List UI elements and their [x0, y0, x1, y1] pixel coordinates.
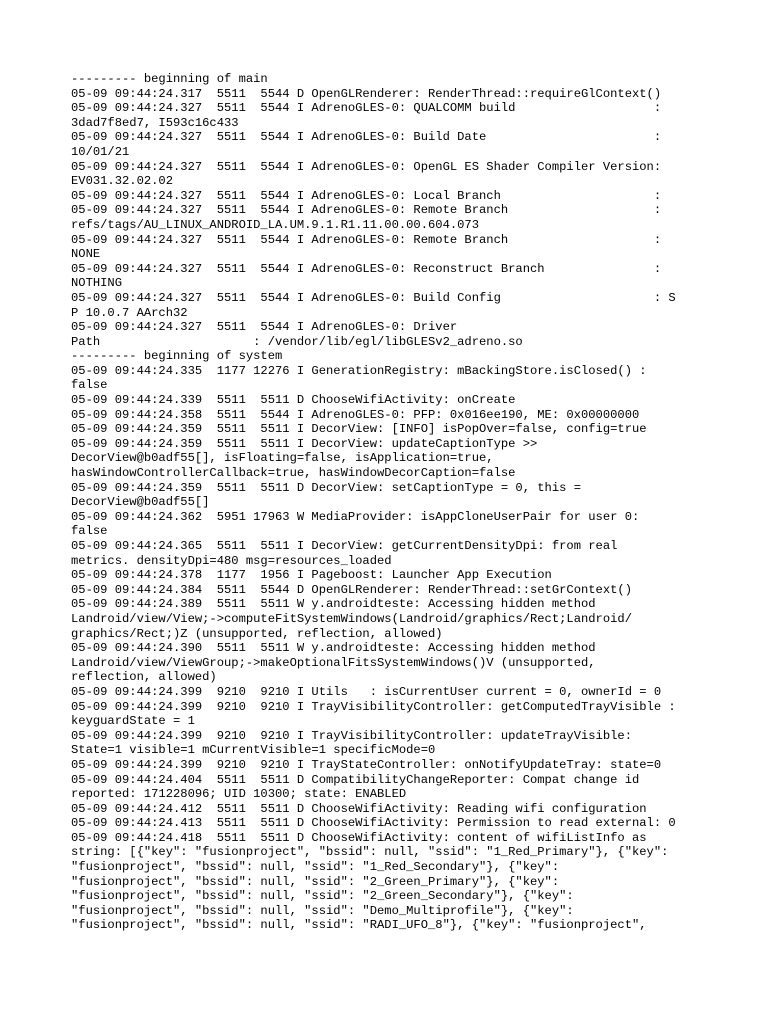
log-line: NOTHING: [71, 276, 122, 291]
log-line: Landroid/view/View;->computeFitSystemWindows(Landroid/graphics/Rect;Landroid/: [71, 611, 632, 626]
log-line: hasWindowControllerCallback=true, hasWindowDecorCaption=false: [71, 466, 516, 481]
log-line: metrics. densityDpi=480 msg=resources_loaded: [71, 553, 392, 568]
log-line: 05-09 09:44:24.358 5511 5544 I AdrenoGLES-0: PFP: 0x016ee190, ME: 0x00000000: [71, 407, 640, 422]
log-line: Path : /vendor/lib/egl/libGLESv2_adreno.so: [71, 334, 523, 349]
log-line: "fusionproject", "bssid": null, "ssid": "RADI_UFO_8"}, {"key": "fusionproject",: [71, 918, 647, 933]
log-line: P 10.0.7 AArch32: [71, 305, 188, 320]
log-line: 05-09 09:44:24.412 5511 5511 D ChooseWifiActivity: Reading wifi configuration: [71, 801, 647, 816]
log-line: 05-09 09:44:24.317 5511 5544 D OpenGLRenderer: RenderThread::requireGlContext(): [71, 86, 662, 101]
log-line: 05-09 09:44:24.327 5511 5544 I AdrenoGLES-0: Remote Branch :: [71, 232, 662, 247]
log-line: 05-09 09:44:24.418 5511 5511 D ChooseWifiActivity: content of wifiListInfo as: [71, 830, 647, 845]
log-line: 05-09 09:44:24.327 5511 5544 I AdrenoGLES-0: OpenGL ES Shader Compiler Version:: [71, 159, 662, 174]
log-line: string: [{"key": "fusionproject", "bssid": null, "ssid": "1_Red_Primary"}, {"key":: [71, 845, 669, 860]
log-line: reflection, allowed): [71, 670, 217, 685]
log-line: 05-09 09:44:24.378 1177 1956 I Pageboost: Launcher App Execution: [71, 568, 552, 583]
log-line: DecorView@b0adf55[], isFloating=false, isApplication=true,: [71, 451, 494, 466]
log-line: 10/01/21: [71, 144, 130, 159]
log-line: 3dad7f8ed7, I593c16c433: [71, 115, 239, 130]
log-line: 05-09 09:44:24.327 5511 5544 I AdrenoGLES-0: Build Config : S: [71, 290, 676, 305]
log-line: 05-09 09:44:24.399 9210 9210 I TrayVisibilityController: updateTrayVisible:: [71, 728, 632, 743]
log-line: State=1 visible=1 mCurrentVisible=1 specificMode=0: [71, 743, 436, 758]
log-line: 05-09 09:44:24.362 5951 17963 W MediaProvider: isAppCloneUserPair for user 0:: [71, 509, 640, 524]
log-text: [71, 72, 711, 933]
log-line: 05-09 09:44:24.339 5511 5511 D ChooseWifiActivity: onCreate: [71, 393, 516, 408]
log-line: 05-09 09:44:24.327 5511 5544 I AdrenoGLES-0: Build Date :: [71, 130, 662, 145]
log-line: 05-09 09:44:24.327 5511 5544 I AdrenoGLES-0: Local Branch :: [71, 188, 662, 203]
log-line: 05-09 09:44:24.335 1177 12276 I GenerationRegistry: mBackingStore.isClosed() :: [71, 363, 647, 378]
log-line: "fusionproject", "bssid": null, "ssid": "2_Green_Secondary"}, {"key":: [71, 889, 574, 904]
log-line: 05-09 09:44:24.327 5511 5544 I AdrenoGLES-0: Remote Branch :: [71, 203, 662, 218]
log-line: 05-09 09:44:24.359 5511 5511 I DecorView: [INFO] isPopOver=false, config=true: [71, 422, 647, 437]
log-line: 05-09 09:44:24.384 5511 5544 D OpenGLRenderer: RenderThread::setGrContext(): [71, 582, 632, 597]
log-line: false: [71, 524, 108, 539]
log-line: 05-09 09:44:24.365 5511 5511 I DecorView: getCurrentDensityDpi: from real: [71, 539, 618, 553]
log-line: "fusionproject", "bssid": null, "ssid": "1_Red_Secondary"}, {"key":: [71, 860, 560, 875]
log-line: refs/tags/AU_LINUX_ANDROID_LA.UM.9.1.R1.11.00.00.604.073: [71, 217, 479, 232]
log-line: 05-09 09:44:24.327 5511 5544 I AdrenoGLES-0: QUALCOMM build :: [71, 101, 662, 116]
log-line: keyguardState = 1: [71, 714, 195, 729]
log-line: "fusionproject", "bssid": null, "ssid": "Demo_Multiprofile"}, {"key":: [71, 903, 574, 918]
log-line: reported: 171228096; UID 10300; state: ENABLED: [71, 787, 407, 802]
log-line: 05-09 09:44:24.413 5511 5511 D ChooseWifiActivity: Permission to read external: 0: [71, 816, 676, 831]
log-line: 05-09 09:44:24.404 5511 5511 D CompatibilityChangeReporter: Compat change id: [71, 772, 640, 787]
log-line: DecorView@b0adf55[]: [71, 495, 210, 510]
log-line: 05-09 09:44:24.390 5511 5511 W y.androidteste: Accessing hidden method: [71, 641, 596, 656]
log-line: 05-09 09:44:24.359 5511 5511 I DecorView: updateCaptionType >>: [71, 436, 538, 451]
log-line: 05-09 09:44:24.327 5511 5544 I AdrenoGLES-0: Driver: [71, 320, 458, 335]
log-line: --------- beginning of system: [71, 349, 283, 364]
log-line: --------- beginning of main: [71, 72, 268, 86]
log-line: 05-09 09:44:24.399 9210 9210 I TrayVisibilityController: getComputedTrayVisible :: [71, 699, 676, 714]
log-line: 05-09 09:44:24.399 9210 9210 I Utils : isCurrentUser current = 0, ownerId = 0: [71, 684, 662, 699]
log-line: false: [71, 378, 108, 393]
log-line: 05-09 09:44:24.359 5511 5511 D DecorView: setCaptionType = 0, this =: [71, 480, 581, 495]
log-line: Landroid/view/ViewGroup;->makeOptionalFitsSystemWindows()V (unsupported,: [71, 655, 596, 670]
log-line: NONE: [71, 247, 101, 262]
log-line: graphics/Rect;)Z (unsupported, reflection, allowed): [71, 626, 443, 641]
log-line: 05-09 09:44:24.327 5511 5544 I AdrenoGLES-0: Reconstruct Branch :: [71, 261, 662, 276]
log-line: "fusionproject", "bssid": null, "ssid": "2_Green_Primary"}, {"key":: [71, 874, 560, 889]
log-line: EV031.32.02.02: [71, 174, 173, 189]
log-line: 05-09 09:44:24.399 9210 9210 I TrayStateController: onNotifyUpdateTray: state=0: [71, 757, 662, 772]
log-line: 05-09 09:44:24.389 5511 5511 W y.androidteste: Accessing hidden method: [71, 597, 596, 612]
